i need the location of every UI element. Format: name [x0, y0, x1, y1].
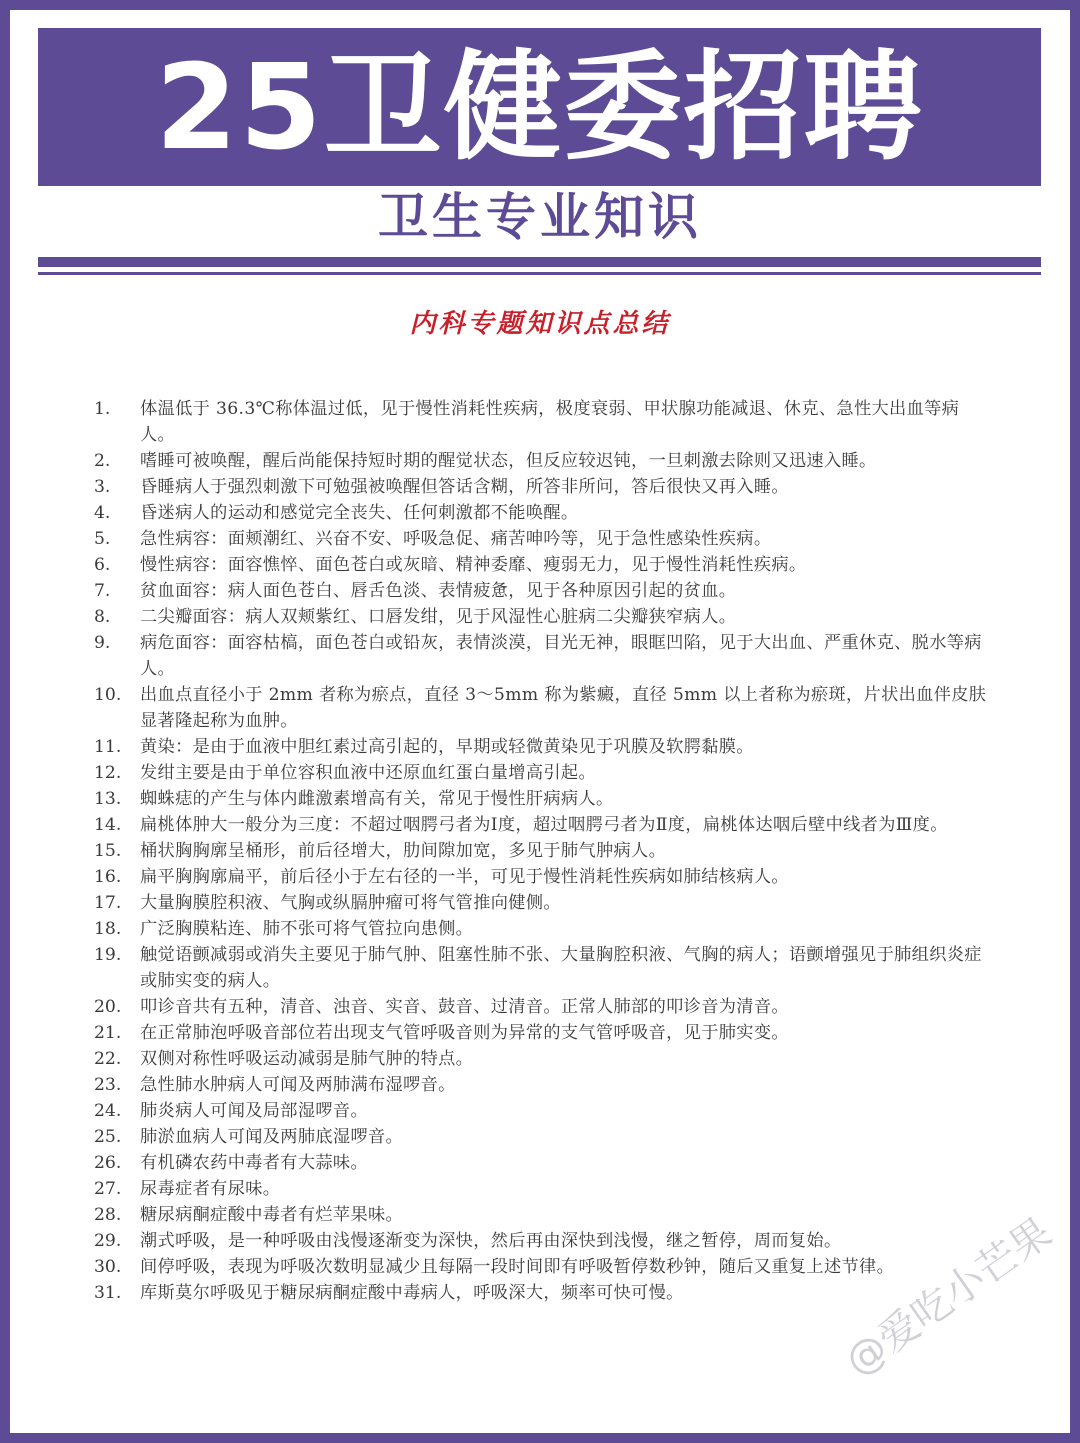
list-item [94, 1280, 994, 1306]
item-text: 急性病容：面颊潮红、兴奋不安、呼吸急促、痛苦呻吟等，见于急性感染性疾病。 [140, 529, 772, 549]
list-item [94, 1046, 994, 1072]
list-item [94, 1176, 994, 1202]
item-text: 间停呼吸，表现为呼吸次数明显减少且每隔一段时间即有呼吸暂停数秒钟，随后又重复上述节律。 [140, 1257, 895, 1277]
item-text: 触觉语颤减弱或消失主要见于肺气肿、阻塞性肺不张、大量胸腔积液、气胸的病人；语颤增强见于肺组织炎症或肺实变的病人。 [140, 945, 982, 991]
item-number: 1. [94, 399, 111, 419]
section-title: 内科专题知识点总结 [409, 309, 671, 339]
list-item [94, 838, 994, 864]
list-item [94, 864, 994, 890]
page-title: 25卫健委招聘 [155, 38, 924, 176]
title-banner [38, 28, 1041, 186]
item-number: 21. [94, 1023, 122, 1043]
item-number: 8. [94, 607, 111, 627]
list-item [94, 1254, 994, 1280]
item-text: 嗜睡可被唤醒，醒后尚能保持短时期的醒觉状态，但反应较迟钝，一旦刺激去除则又迅速入睡。 [140, 451, 877, 471]
item-number: 24. [94, 1101, 122, 1121]
list-item [94, 526, 994, 552]
item-text: 桶状胸胸廓呈桶形，前后径增大，肋间隙加宽，多见于肺气肿病人。 [140, 841, 667, 861]
list-item [94, 890, 994, 916]
item-number: 23. [94, 1075, 122, 1095]
list-item [94, 734, 994, 760]
item-text: 昏迷病人的运动和感觉完全丧失、任何刺激都不能唤醒。 [140, 503, 579, 523]
list-item [94, 682, 994, 734]
item-number: 4. [94, 503, 111, 523]
item-number: 16. [94, 867, 122, 887]
list-item [94, 1228, 994, 1254]
item-number: 26. [94, 1153, 122, 1173]
list-item [94, 916, 994, 942]
item-text: 黄染：是由于血液中胆红素过高引起的，早期或轻微黄染见于巩膜及软腭黏膜。 [140, 737, 754, 757]
item-number: 20. [94, 997, 122, 1017]
knowledge-list [94, 396, 994, 1306]
item-text: 昏睡病人于强烈刺激下可勉强被唤醒但答话含糊，所答非所问，答后很快又再入睡。 [140, 477, 789, 497]
item-text: 急性肺水肿病人可闻及两肺满布湿啰音。 [140, 1075, 456, 1095]
item-number: 13. [94, 789, 122, 809]
list-item [94, 500, 994, 526]
list-item [94, 474, 994, 500]
item-number: 7. [94, 581, 111, 601]
item-text: 尿毒症者有尿味。 [140, 1179, 281, 1199]
list-item [94, 812, 994, 838]
watermark: @爱吃小芒果 [837, 1209, 1061, 1386]
document-sheet [10, 10, 1070, 1433]
list-item [94, 786, 994, 812]
list-item [94, 1020, 994, 1046]
list-item [94, 942, 994, 994]
item-number: 5. [94, 529, 111, 549]
item-text: 叩诊音共有五种，清音、浊音、实音、鼓音、过清音。正常人肺部的叩诊音为清音。 [140, 997, 789, 1017]
item-number: 10. [94, 685, 122, 705]
item-text: 大量胸膜腔积液、气胸或纵膈肿瘤可将气管推向健侧。 [140, 893, 561, 913]
item-text: 广泛胸膜粘连、肺不张可将气管拉向患侧。 [140, 919, 474, 939]
item-number: 18. [94, 919, 122, 939]
item-number: 29. [94, 1231, 122, 1251]
list-item [94, 1202, 994, 1228]
item-number: 15. [94, 841, 122, 861]
item-number: 25. [94, 1127, 122, 1147]
item-number: 27. [94, 1179, 122, 1199]
item-text: 发绀主要是由于单位容积血液中还原血红蛋白量增高引起。 [140, 763, 596, 783]
list-item [94, 994, 994, 1020]
list-item [94, 1150, 994, 1176]
item-text: 慢性病容：面容憔悴、面色苍白或灰暗、精神委靡、瘦弱无力，见于慢性消耗性疾病。 [140, 555, 807, 575]
item-text: 贫血面容：病人面色苍白、唇舌色淡、表情疲惫，见于各种原因引起的贫血。 [140, 581, 737, 601]
item-text: 扁平胸胸廓扁平，前后径小于左右径的一半，可见于慢性消耗性疾病如肺结核病人。 [140, 867, 789, 887]
item-number: 22. [94, 1049, 122, 1069]
item-number: 19. [94, 945, 122, 965]
item-number: 2. [94, 451, 111, 471]
divider-thin [38, 272, 1041, 275]
item-text: 肺炎病人可闻及局部湿啰音。 [140, 1101, 368, 1121]
item-text: 扁桃体肿大一般分为三度：不超过咽腭弓者为Ⅰ度，超过咽腭弓者为Ⅱ度，扁桃体达咽后壁中线者为Ⅲ度。 [140, 815, 948, 835]
list-item [94, 1098, 994, 1124]
item-text: 出血点直径小于 2mm 者称为瘀点，直径 3～5mm 称为紫癜，直径 5mm 以上者称为瘀斑，片状出血伴皮肤显著隆起称为血肿。 [140, 685, 987, 731]
list-item [94, 760, 994, 786]
divider-thick [38, 257, 1041, 267]
item-text: 肺淤血病人可闻及两肺底湿啰音。 [140, 1127, 404, 1147]
item-number: 12. [94, 763, 122, 783]
list-item [94, 396, 994, 448]
item-number: 11. [94, 737, 122, 757]
list-item [94, 578, 994, 604]
item-number: 31. [94, 1283, 122, 1303]
item-text: 病危面容：面容枯槁，面色苍白或铅灰，表情淡漠，目光无神，眼眶凹陷，见于大出血、严重休克、脱水等病人。 [140, 633, 982, 679]
list-item [94, 552, 994, 578]
item-number: 14. [94, 815, 122, 835]
item-text: 二尖瓣面容：病人双颊紫红、口唇发绀，见于风湿性心脏病二尖瓣狭窄病人。 [140, 607, 737, 627]
item-number: 9. [94, 633, 111, 653]
item-text: 双侧对称性呼吸运动减弱是肺气肿的特点。 [140, 1049, 474, 1069]
list-item [94, 448, 994, 474]
list-item [94, 1072, 994, 1098]
item-text: 体温低于 36.3℃称体温过低，见于慢性消耗性疾病，极度衰弱、甲状腺功能减退、休克、急性大出血等病人。 [140, 399, 960, 445]
item-text: 蜘蛛痣的产生与体内雌激素增高有关，常见于慢性肝病病人。 [140, 789, 614, 809]
item-number: 6. [94, 555, 111, 575]
item-text: 库斯莫尔呼吸见于糖尿病酮症酸中毒病人，呼吸深大，频率可快可慢。 [140, 1283, 684, 1303]
item-number: 3. [94, 477, 111, 497]
item-text: 在正常肺泡呼吸音部位若出现支气管呼吸音则为异常的支气管呼吸音，见于肺实变。 [140, 1023, 789, 1043]
list-item [94, 1124, 994, 1150]
item-text: 有机磷农药中毒者有大蒜味。 [140, 1153, 368, 1173]
page-subtitle: 卫生专业知识 [378, 188, 702, 246]
item-text: 糖尿病酮症酸中毒者有烂苹果味。 [140, 1205, 404, 1225]
item-number: 28. [94, 1205, 122, 1225]
item-text: 潮式呼吸，是一种呼吸由浅慢逐渐变为深快，然后再由深快到浅慢，继之暂停，周而复始。 [140, 1231, 842, 1251]
list-item [94, 630, 994, 682]
list-item [94, 604, 994, 630]
item-number: 30. [94, 1257, 122, 1277]
item-number: 17. [94, 893, 122, 913]
